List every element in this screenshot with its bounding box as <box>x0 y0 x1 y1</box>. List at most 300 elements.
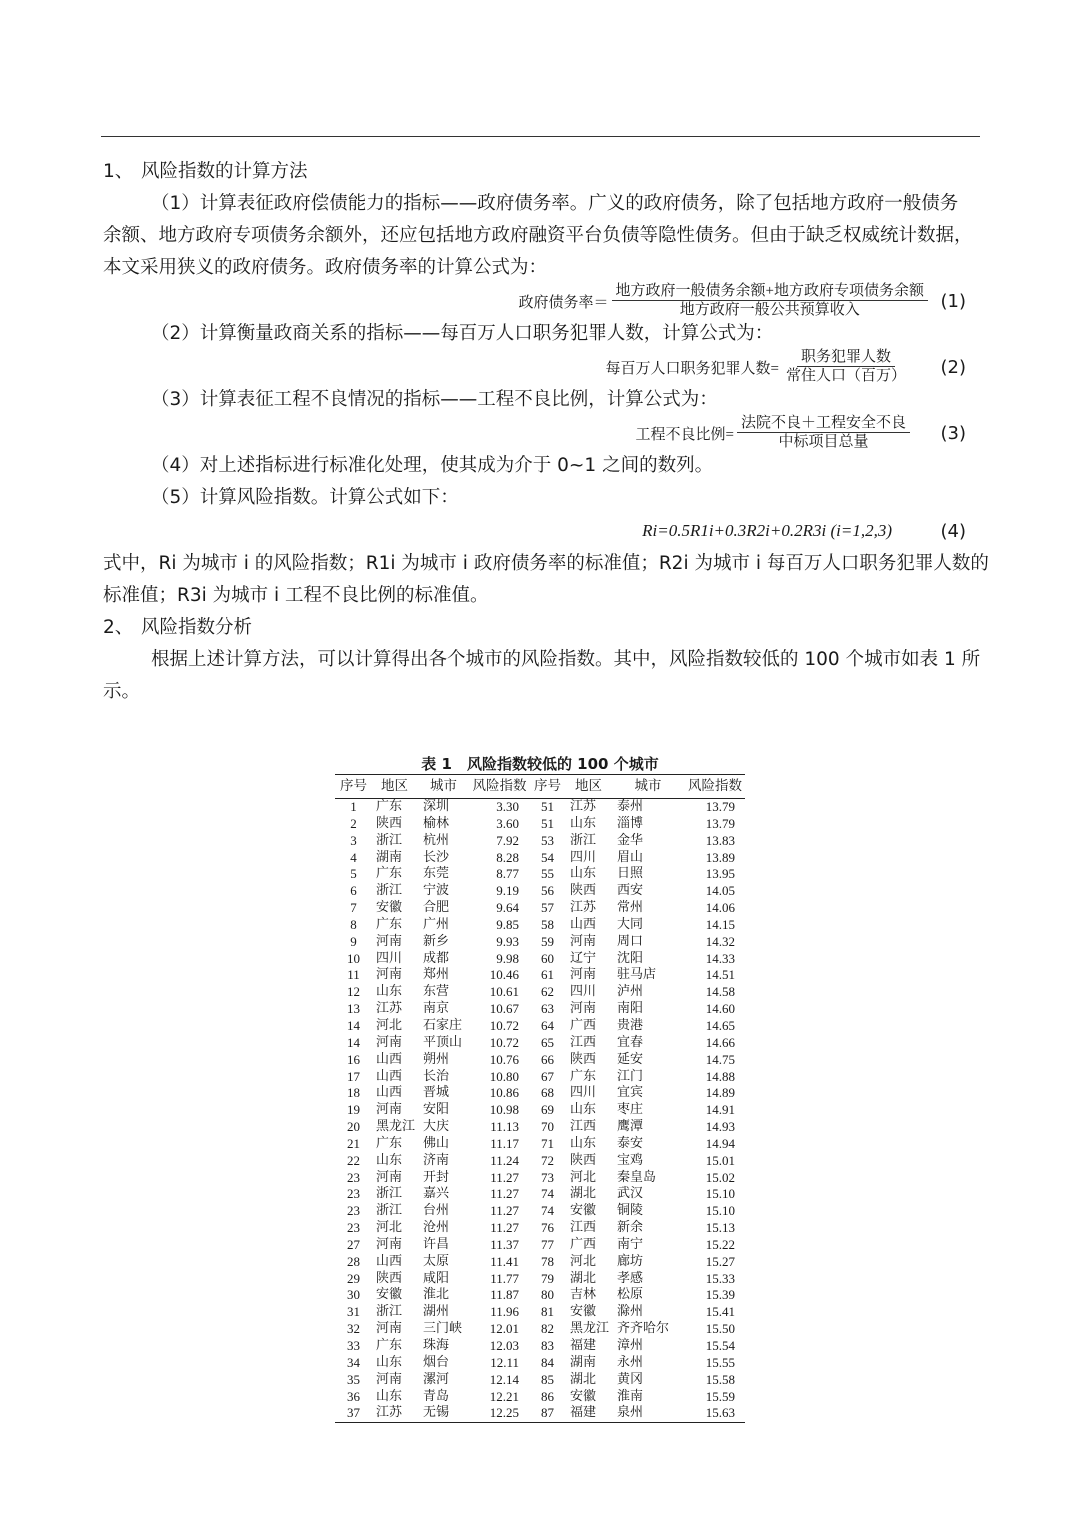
table-row <box>335 1153 745 1170</box>
city-cell: 湖州 <box>423 1304 450 1320</box>
city-cell: 秦皇岛 <box>617 1169 657 1185</box>
city-cell: 东营 <box>423 984 450 1000</box>
header-region: 地区 <box>372 775 417 799</box>
section-1-title: 风险指数的计算方法 <box>141 161 308 182</box>
region-cell: 河南 <box>376 1102 403 1118</box>
rank-cell: 21 <box>347 1135 360 1151</box>
risk-index-cell: 14.32 <box>705 933 735 949</box>
table-row <box>335 1035 745 1052</box>
city-cell: 珠海 <box>423 1338 450 1353</box>
city-cell: 西安 <box>617 883 644 899</box>
risk-index-cell: 3.30 <box>496 799 519 814</box>
rank-cell: 11 <box>347 967 360 983</box>
rank-cell: 2 <box>350 815 357 831</box>
rank-cell: 71 <box>541 1135 554 1151</box>
region-cell: 湖北 <box>570 1371 597 1387</box>
risk-index-cell: 11.27 <box>490 1169 519 1185</box>
city-cell: 长治 <box>423 1068 450 1084</box>
rank-cell: 5 <box>350 866 357 882</box>
city-cell: 宜宾 <box>617 1085 644 1101</box>
city-cell: 泰州 <box>617 799 644 814</box>
city-cell: 淄博 <box>617 815 644 831</box>
rank-cell: 18 <box>347 1085 360 1101</box>
region-cell: 江西 <box>570 1034 597 1050</box>
city-cell: 新余 <box>617 1220 644 1236</box>
table-row <box>335 1389 745 1406</box>
city-cell: 眉山 <box>617 849 644 865</box>
city-cell: 鹰潭 <box>617 1119 644 1135</box>
table-row <box>335 1069 745 1086</box>
rank-cell: 33 <box>347 1338 360 1353</box>
city-cell: 南阳 <box>617 1001 644 1017</box>
risk-index-cell: 14.91 <box>705 1102 735 1118</box>
city-cell: 淮北 <box>423 1287 450 1303</box>
risk-index-cell: 13.83 <box>705 832 735 848</box>
table-row <box>335 1085 745 1102</box>
risk-index-cell: 15.33 <box>705 1270 735 1286</box>
region-cell: 浙江 <box>376 1186 403 1202</box>
region-cell: 河南 <box>376 1236 403 1252</box>
risk-index-cell: 8.28 <box>496 849 519 865</box>
table-header-row <box>335 775 745 799</box>
risk-index-cell: 14.33 <box>705 950 735 966</box>
risk-index-cell: 14.51 <box>705 967 735 983</box>
region-cell: 山东 <box>570 815 597 831</box>
city-cell: 江门 <box>617 1068 644 1084</box>
region-cell: 江西 <box>570 1220 597 1236</box>
paragraph-2: （2）计算衡量政商关系的指标——每百万人口职务犯罪人数，计算公式为： <box>151 323 774 344</box>
risk-index-table <box>335 774 745 1423</box>
city-cell: 孝感 <box>617 1270 644 1286</box>
table-row <box>335 900 745 917</box>
risk-index-cell: 12.21 <box>489 1388 519 1404</box>
rank-cell: 85 <box>541 1371 554 1387</box>
risk-index-cell: 10.61 <box>489 984 519 1000</box>
risk-index-cell: 12.25 <box>470 1405 529 1422</box>
rank-cell: 62 <box>541 984 554 1000</box>
risk-index-cell: 15.58 <box>705 1371 735 1387</box>
city-cell: 晋城 <box>423 1085 450 1101</box>
formula-1-numerator: 地方政府一般债务余额+地方政府专项债务余额 <box>612 284 928 301</box>
section-2-paragraph-line-2: 示。 <box>103 681 141 702</box>
rank-cell: 56 <box>541 883 554 899</box>
rank-cell: 74 <box>541 1203 554 1219</box>
risk-index-cell: 3.60 <box>496 815 519 831</box>
rank-cell: 14 <box>347 1034 360 1050</box>
section-2-heading <box>103 612 980 644</box>
region-cell: 广东 <box>376 1338 403 1353</box>
region-cell: 山东 <box>376 1354 403 1370</box>
region-cell: 广东 <box>376 1135 403 1151</box>
city-cell: 榆林 <box>423 815 450 831</box>
region-cell: 湖北 <box>570 1270 597 1286</box>
rank-cell: 12 <box>347 984 360 1000</box>
table-row <box>335 1372 745 1389</box>
city-cell: 南京 <box>423 1001 450 1017</box>
city-cell: 沈阳 <box>617 950 644 966</box>
risk-index-cell: 15.39 <box>705 1287 735 1303</box>
risk-index-cell: 15.10 <box>705 1186 735 1202</box>
table-row <box>335 1220 745 1237</box>
formula-3-number: (3) <box>940 422 966 444</box>
rank-cell: 27 <box>347 1236 360 1252</box>
rank-cell: 73 <box>541 1169 554 1185</box>
table-row <box>335 833 745 850</box>
table-row <box>335 951 745 968</box>
rank-cell: 19 <box>347 1102 360 1118</box>
city-cell: 成都 <box>423 950 450 966</box>
rank-cell: 51 <box>541 799 554 814</box>
risk-index-cell: 11.27 <box>490 1203 519 1219</box>
region-cell: 山东 <box>376 984 403 1000</box>
risk-index-cell: 15.13 <box>705 1220 735 1236</box>
region-cell: 山东 <box>376 1152 403 1168</box>
rank-cell: 79 <box>541 1270 554 1286</box>
region-cell: 河北 <box>570 1169 597 1185</box>
region-cell: 河南 <box>570 933 597 949</box>
risk-index-cell: 11.17 <box>490 1135 519 1151</box>
risk-index-cell: 10.86 <box>489 1085 519 1101</box>
city-cell: 济南 <box>423 1152 450 1168</box>
risk-index-cell: 14.93 <box>705 1119 735 1135</box>
region-cell: 安徽 <box>570 1304 597 1320</box>
risk-index-cell: 14.66 <box>705 1034 735 1050</box>
rank-cell: 86 <box>541 1388 554 1404</box>
formula-1-lhs: 政府债务率＝ <box>518 294 609 311</box>
city-cell: 泸州 <box>617 984 644 1000</box>
rank-cell: 54 <box>541 849 554 865</box>
city-cell: 嘉兴 <box>423 1186 450 1202</box>
header-city: 城市 <box>417 775 470 799</box>
region-cell: 广西 <box>570 1236 597 1252</box>
paragraph-5: （5）计算风险指数。计算公式如下： <box>151 487 459 508</box>
risk-index-cell: 15.02 <box>705 1169 735 1185</box>
rank-cell: 67 <box>541 1068 554 1084</box>
table-row <box>335 1271 745 1288</box>
region-cell: 江苏 <box>570 799 597 814</box>
city-cell: 南宁 <box>617 1236 644 1252</box>
region-cell: 河南 <box>376 967 403 983</box>
table-row <box>335 1119 745 1136</box>
table-row <box>335 1338 745 1355</box>
rank-cell: 30 <box>347 1287 360 1303</box>
table-row <box>335 984 745 1001</box>
risk-index-cell: 7.92 <box>496 832 519 848</box>
section-2-title: 风险指数分析 <box>141 617 253 638</box>
rank-cell: 28 <box>347 1253 360 1269</box>
city-cell: 东莞 <box>423 866 450 882</box>
table-row <box>335 1170 745 1187</box>
risk-index-cell: 11.27 <box>490 1186 519 1202</box>
region-cell: 山东 <box>570 1135 597 1151</box>
city-cell: 合肥 <box>423 900 450 916</box>
risk-index-cell: 11.37 <box>490 1236 519 1252</box>
region-cell: 陕西 <box>570 1152 597 1168</box>
rank-cell: 37 <box>335 1405 372 1422</box>
region-cell: 浙江 <box>570 832 597 848</box>
rank-cell: 22 <box>347 1152 360 1168</box>
region-cell: 四川 <box>570 984 597 1000</box>
formula-2-number: (2) <box>940 356 966 378</box>
city-cell: 沧州 <box>423 1220 450 1236</box>
region-cell: 陕西 <box>570 1051 597 1067</box>
region-cell: 河南 <box>376 1169 403 1185</box>
risk-index-cell: 10.67 <box>489 1001 519 1017</box>
formula-1 <box>103 284 980 318</box>
formula-4-expression: Ri=0.5R1i+0.3R2i+0.2R3i (i=1,2,3) <box>642 521 892 540</box>
city-cell: 泰安 <box>617 1135 644 1151</box>
formula-1-denominator: 地方政府一般公共预算收入 <box>679 302 860 318</box>
paragraph-3: （3）计算表征工程不良情况的指标——工程不良比例，计算公式为： <box>151 389 718 410</box>
table-title: 表 1 风险指数较低的 100 个城市 <box>421 755 659 773</box>
rank-cell: 69 <box>541 1102 554 1118</box>
region-cell: 山东 <box>570 866 597 882</box>
city-cell: 宁波 <box>423 883 450 899</box>
rank-cell: 81 <box>541 1304 554 1320</box>
risk-index-cell: 10.72 <box>489 1034 519 1050</box>
rank-cell: 16 <box>347 1051 360 1067</box>
region-cell: 河南 <box>376 933 403 949</box>
paragraph-4: （4）对上述指标进行标准化处理，使其成为介于 0~1 之间的数列。 <box>151 455 714 476</box>
table-row <box>335 1052 745 1069</box>
rank-cell: 76 <box>541 1220 554 1236</box>
rank-cell: 74 <box>541 1186 554 1202</box>
city-cell: 青岛 <box>423 1388 450 1404</box>
table-row <box>335 850 745 867</box>
rank-cell: 82 <box>541 1321 554 1337</box>
table-row <box>335 967 745 984</box>
rank-cell: 23 <box>347 1186 360 1202</box>
rank-cell: 6 <box>350 883 357 899</box>
table-row <box>335 1186 745 1203</box>
table-row <box>335 1001 745 1018</box>
city-cell: 淮南 <box>617 1388 644 1404</box>
city-cell: 大同 <box>617 916 644 932</box>
region-cell: 四川 <box>376 950 403 966</box>
formula-3-numerator: 法院不良＋工程安全不良 <box>737 416 910 433</box>
formula-4-number: (4) <box>940 520 966 542</box>
rank-cell: 65 <box>541 1034 554 1050</box>
city-cell: 齐齐哈尔 <box>617 1321 670 1337</box>
rank-cell: 77 <box>541 1236 554 1252</box>
rank-cell: 35 <box>347 1371 360 1387</box>
region-cell: 广西 <box>570 1017 597 1033</box>
risk-index-cell: 11.87 <box>490 1287 519 1303</box>
risk-index-cell: 14.65 <box>705 1017 735 1033</box>
region-cell: 山西 <box>376 1085 403 1101</box>
region-cell: 山西 <box>570 916 597 932</box>
rank-cell: 84 <box>541 1354 554 1370</box>
formula-3 <box>103 416 980 450</box>
rank-cell: 55 <box>541 866 554 882</box>
city-cell: 开封 <box>423 1169 450 1185</box>
section-2-number: 2、 <box>103 617 134 638</box>
risk-index-cell: 14.94 <box>705 1135 735 1151</box>
city-cell: 郑州 <box>423 967 450 983</box>
formula-2 <box>103 350 980 384</box>
city-cell: 金华 <box>617 832 644 848</box>
city-cell: 长沙 <box>423 849 450 865</box>
table-row <box>335 1304 745 1321</box>
rank-cell: 8 <box>350 916 357 932</box>
header-rank: 序号 <box>335 775 372 799</box>
risk-index-cell: 8.77 <box>496 866 519 882</box>
table-row <box>335 1321 745 1338</box>
region-cell: 湖南 <box>376 849 403 865</box>
formula-3-lhs: 工程不良比例= <box>635 426 734 443</box>
region-cell: 陕西 <box>376 815 403 831</box>
rank-cell: 7 <box>350 900 357 916</box>
region-cell: 广东 <box>376 866 403 882</box>
city-cell: 贵港 <box>617 1017 644 1033</box>
table-row <box>335 883 745 900</box>
risk-index-cell: 10.46 <box>489 967 519 983</box>
region-cell: 安徽 <box>570 1388 597 1404</box>
city-cell: 朔州 <box>423 1051 450 1067</box>
risk-index-cell: 14.75 <box>705 1051 735 1067</box>
city-cell: 松原 <box>617 1287 644 1303</box>
region-cell: 福建 <box>566 1405 611 1422</box>
city-cell: 滁州 <box>617 1304 644 1320</box>
city-cell: 铜陵 <box>617 1203 644 1219</box>
table-row <box>335 866 745 883</box>
formula-2-denominator: 常住人口（百万） <box>785 368 906 384</box>
section-1-number: 1、 <box>103 161 134 182</box>
region-cell: 浙江 <box>376 883 403 899</box>
risk-index-cell: 14.15 <box>705 916 735 932</box>
formula-note-line-2: 标准值；R3i 为城市 i 工程不良比例的标准值。 <box>103 585 489 606</box>
rank-cell: 68 <box>541 1085 554 1101</box>
rank-cell: 72 <box>541 1152 554 1168</box>
risk-index-cell: 15.54 <box>705 1338 735 1353</box>
city-cell: 枣庄 <box>617 1102 644 1118</box>
risk-index-cell: 15.50 <box>705 1321 735 1337</box>
rank-cell: 9 <box>350 933 357 949</box>
city-cell: 三门峡 <box>423 1321 463 1337</box>
risk-index-cell: 13.89 <box>705 849 735 865</box>
rank-cell: 64 <box>541 1017 554 1033</box>
risk-index-cell: 11.41 <box>490 1253 519 1269</box>
region-cell: 河北 <box>376 1220 403 1236</box>
city-cell: 平顶山 <box>423 1034 463 1050</box>
region-cell: 湖南 <box>570 1354 597 1370</box>
header-region: 地区 <box>566 775 611 799</box>
risk-index-cell: 15.10 <box>705 1203 735 1219</box>
risk-index-cell: 10.76 <box>489 1051 519 1067</box>
table-row <box>335 816 745 833</box>
rank-cell: 13 <box>347 1001 360 1017</box>
city-cell: 安阳 <box>423 1102 450 1118</box>
region-cell: 吉林 <box>570 1287 597 1303</box>
city-cell: 宜春 <box>617 1034 644 1050</box>
risk-index-cell: 13.95 <box>705 866 735 882</box>
rank-cell: 14 <box>347 1017 360 1033</box>
city-cell: 烟台 <box>423 1354 450 1370</box>
risk-index-cell: 11.13 <box>490 1119 519 1135</box>
city-cell: 常州 <box>617 900 644 916</box>
rank-cell: 57 <box>541 900 554 916</box>
risk-index-cell: 12.14 <box>489 1371 519 1387</box>
region-cell: 山西 <box>376 1253 403 1269</box>
region-cell: 陕西 <box>376 1270 403 1286</box>
region-cell: 广东 <box>376 916 403 932</box>
rank-cell: 32 <box>347 1321 360 1337</box>
region-cell: 安徽 <box>570 1203 597 1219</box>
risk-index-cell: 11.24 <box>490 1152 519 1168</box>
city-cell: 许昌 <box>423 1236 450 1252</box>
rank-cell: 36 <box>347 1388 360 1404</box>
table-row <box>335 1018 745 1035</box>
region-cell: 河南 <box>376 1321 403 1337</box>
rank-cell: 23 <box>347 1203 360 1219</box>
region-cell: 江苏 <box>376 1001 403 1017</box>
rank-cell: 66 <box>541 1051 554 1067</box>
header-risk-index: 风险指数 <box>685 775 745 799</box>
rank-cell: 23 <box>347 1220 360 1236</box>
city-cell: 大庆 <box>423 1119 450 1135</box>
city-cell: 台州 <box>423 1203 450 1219</box>
region-cell: 山东 <box>570 1102 597 1118</box>
rank-cell: 63 <box>541 1001 554 1017</box>
header-rule <box>101 136 980 137</box>
risk-index-cell: 9.64 <box>496 900 519 916</box>
rank-cell: 23 <box>347 1169 360 1185</box>
city-cell: 新乡 <box>423 933 450 949</box>
risk-index-cell: 15.55 <box>705 1354 735 1370</box>
rank-cell: 58 <box>541 916 554 932</box>
region-cell: 河南 <box>570 1001 597 1017</box>
region-cell: 湖北 <box>570 1186 597 1202</box>
city-cell: 深圳 <box>423 799 450 814</box>
risk-index-cell: 9.98 <box>496 950 519 966</box>
risk-index-cell: 13.79 <box>705 815 735 831</box>
region-cell: 辽宁 <box>570 950 597 966</box>
risk-index-cell: 14.60 <box>705 1001 735 1017</box>
paragraph-1-line-1: （1）计算表征政府偿债能力的指标——政府债务率。广义的政府债务，除了包括地方政府一般债务 <box>151 193 959 214</box>
risk-index-cell: 14.06 <box>705 900 735 916</box>
risk-index-cell: 11.27 <box>490 1220 519 1236</box>
city-cell: 石家庄 <box>423 1017 463 1033</box>
risk-index-cell: 15.59 <box>705 1388 735 1404</box>
section-2-paragraph-line-1: 根据上述计算方法，可以计算得出各个城市的风险指数。其中，风险指数较低的 100 个城市如表 1 所 <box>151 649 981 670</box>
rank-cell: 60 <box>541 950 554 966</box>
region-cell: 陕西 <box>570 883 597 899</box>
region-cell: 江西 <box>570 1119 597 1135</box>
paragraph-1-line-2: 余额、地方政府专项债务余额外，还应包括地方政府融资平台负债等隐性债务。但由于缺乏权威统计数据， <box>103 225 973 246</box>
region-cell: 福建 <box>570 1338 597 1353</box>
rank-cell: 1 <box>350 799 357 814</box>
city-cell: 泉州 <box>611 1405 685 1422</box>
rank-cell: 29 <box>347 1270 360 1286</box>
region-cell: 浙江 <box>376 1304 403 1320</box>
document-body <box>103 156 989 708</box>
city-cell: 咸阳 <box>423 1270 450 1286</box>
section-1-heading <box>103 156 980 188</box>
rank-cell: 80 <box>541 1287 554 1303</box>
header-rank: 序号 <box>529 775 566 799</box>
table-row <box>335 1102 745 1119</box>
rank-cell: 59 <box>541 933 554 949</box>
risk-index-cell: 14.58 <box>705 984 735 1000</box>
table-row <box>335 1355 745 1372</box>
risk-index-cell: 12.01 <box>489 1321 519 1337</box>
city-cell: 广州 <box>423 916 450 932</box>
risk-index-cell: 13.79 <box>705 799 735 814</box>
risk-index-cell: 14.88 <box>705 1068 735 1084</box>
city-cell: 周口 <box>617 933 644 949</box>
header-risk-index: 风险指数 <box>470 775 529 799</box>
city-cell: 佛山 <box>423 1135 450 1151</box>
